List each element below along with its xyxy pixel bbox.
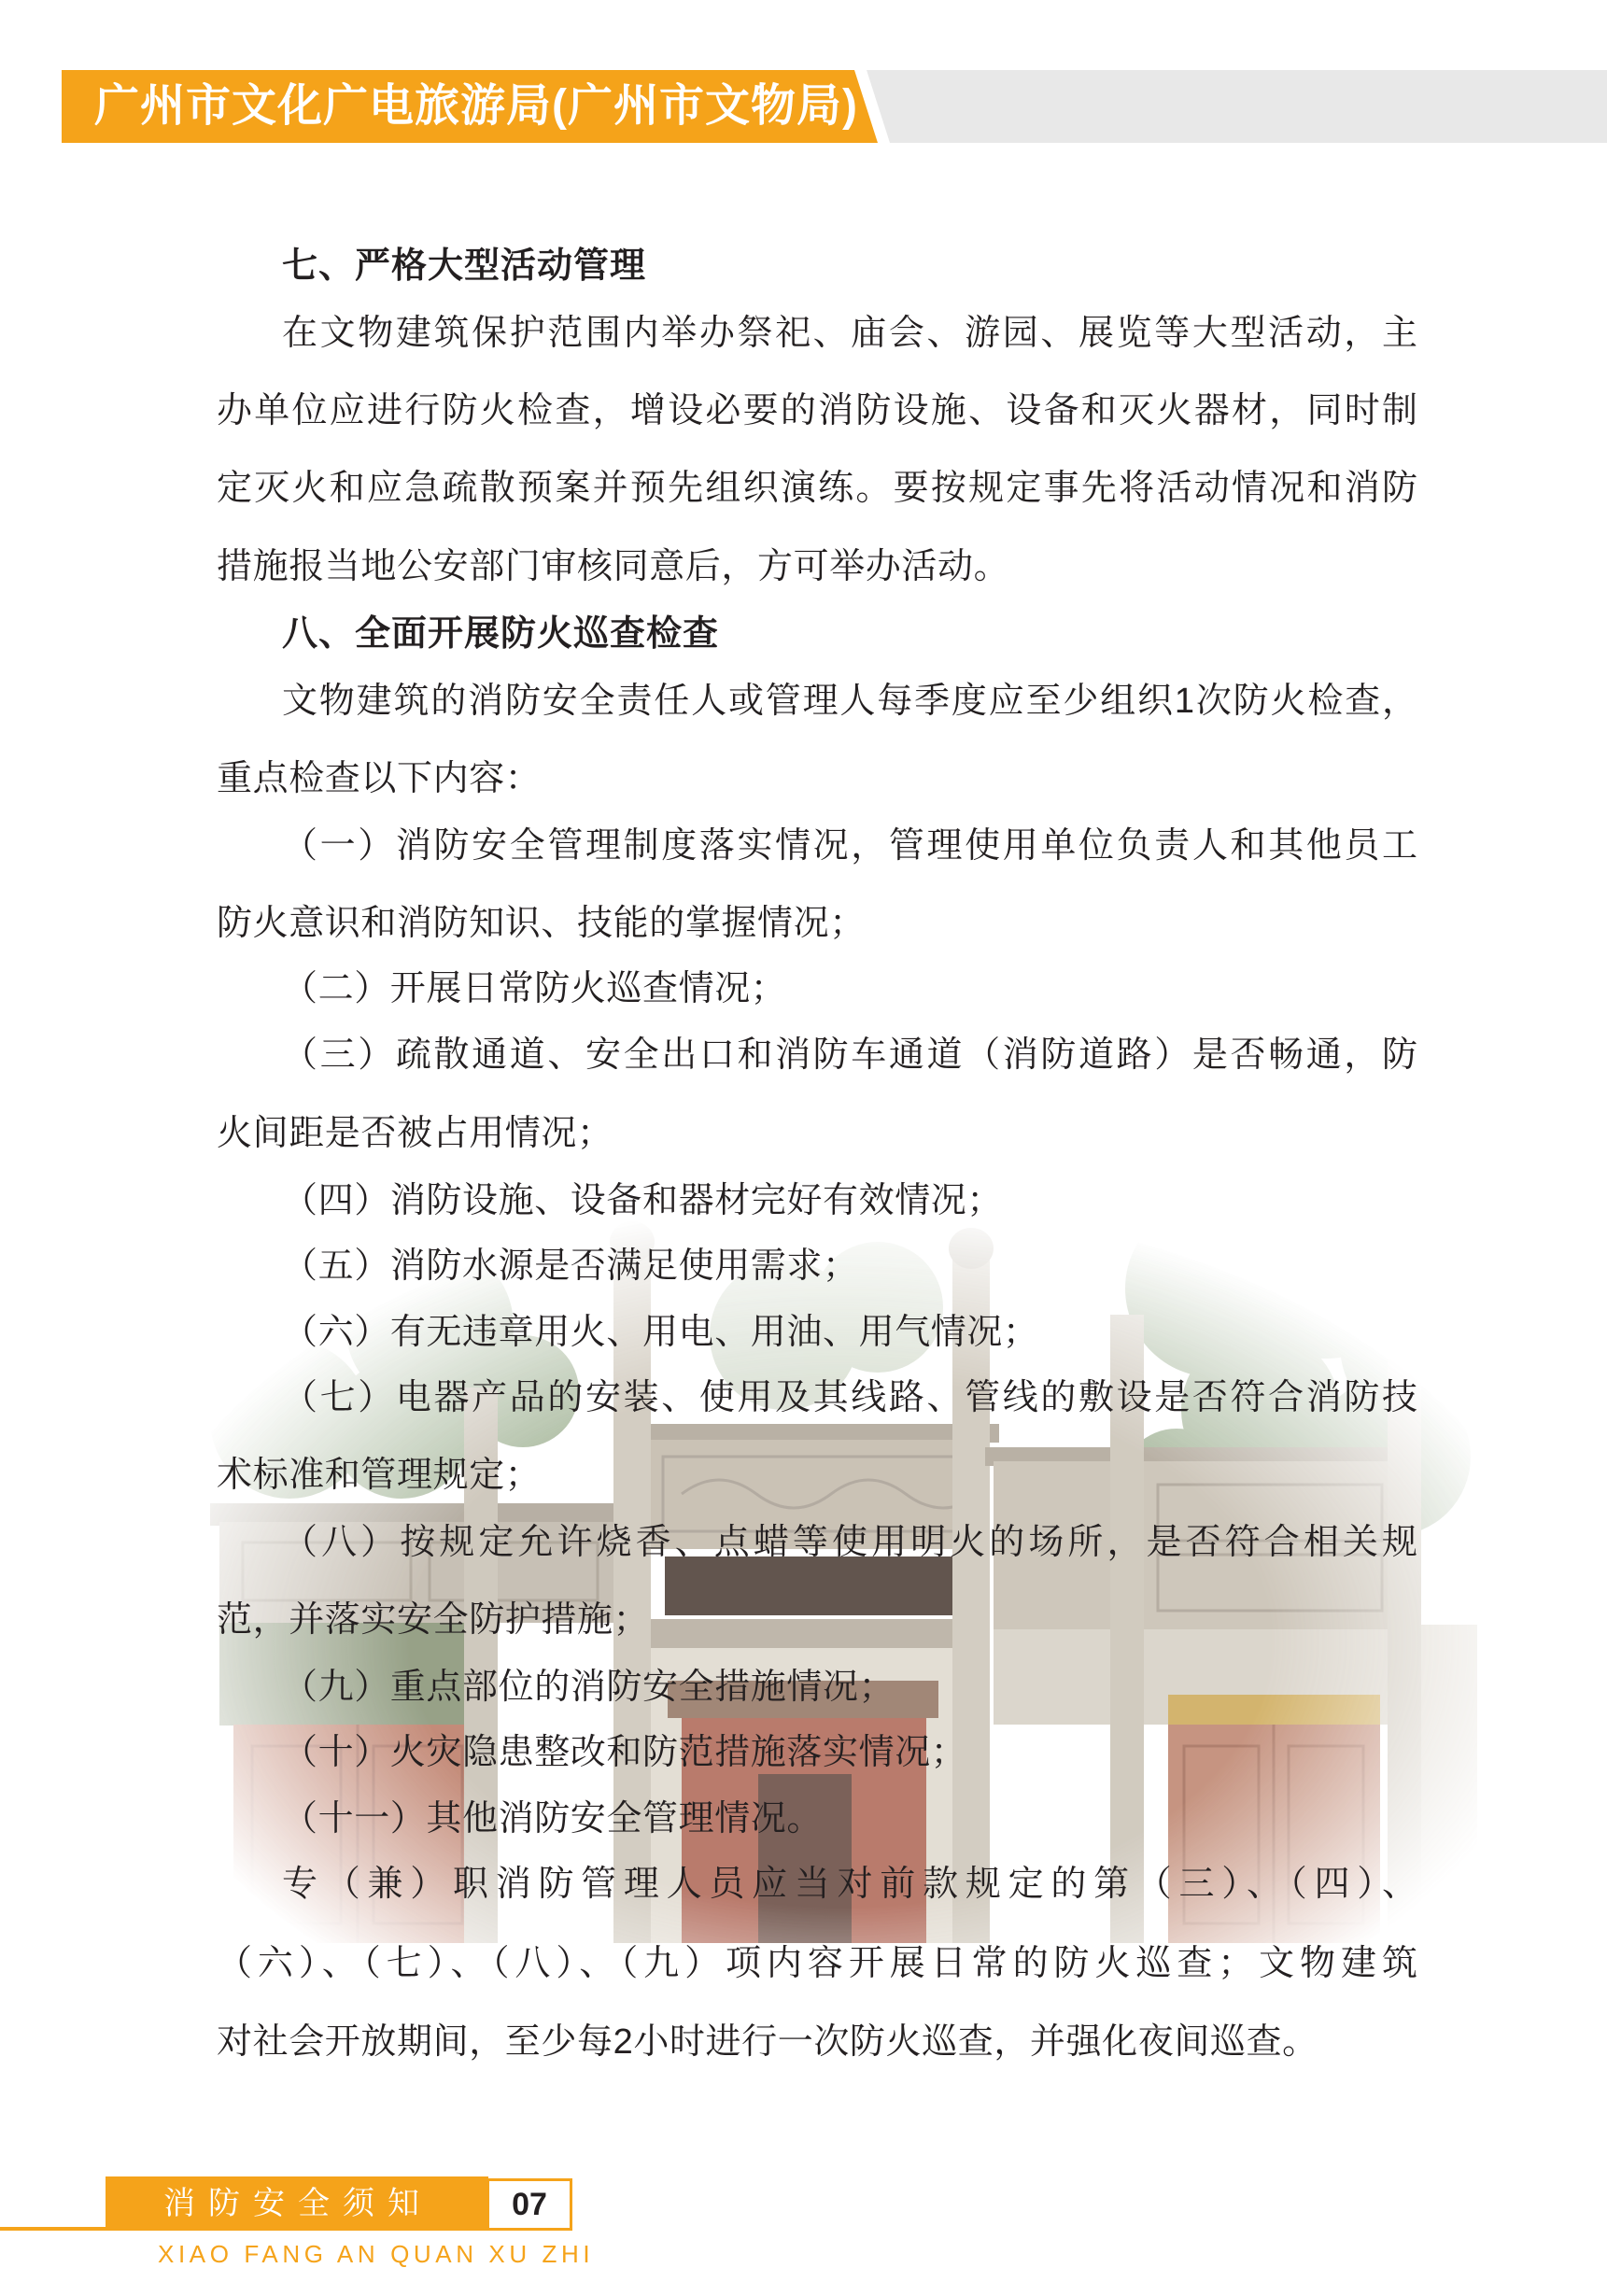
page-number: 07 bbox=[486, 2178, 572, 2231]
section-heading: 七、严格大型活动管理 bbox=[282, 247, 647, 286]
paragraph-line: （六）、（七）、（八）、（九）项内容开展日常的防火巡查；文物建筑 bbox=[217, 1944, 1417, 1983]
section-heading: 八、全面开展防火巡查检查 bbox=[282, 614, 720, 654]
list-item-line: （七）电器产品的安装、使用及其线路、管线的敷设是否符合消防技 bbox=[282, 1378, 1417, 1417]
background-photo bbox=[187, 1176, 1494, 1979]
header-title: 广州市文化广电旅游局(广州市文物局) bbox=[94, 81, 858, 131]
paragraph-line: 在文物建筑保护范围内举办祭祀、庙会、游园、展览等大型活动，主 bbox=[282, 314, 1417, 353]
list-item-line: （十）火灾隐患整改和防范措施落实情况； bbox=[282, 1733, 967, 1772]
list-item-line: （十一）其他消防安全管理情况。 bbox=[282, 1799, 824, 1838]
paragraph-line: 对社会开放期间，至少每2小时进行一次防火巡查，并强化夜间巡查。 bbox=[217, 2022, 1318, 2062]
right-far-wall bbox=[1421, 1625, 1477, 1943]
list-item-line: （一）消防安全管理制度落实情况，管理使用单位负责人和其他员工 bbox=[282, 826, 1417, 866]
footer-accent-line bbox=[0, 2227, 106, 2231]
list-item-line: （二）开展日常防火巡查情况； bbox=[282, 969, 787, 1008]
header-gray-band bbox=[867, 70, 1607, 143]
list-item-line: （六）有无违章用火、用电、用油、用气情况； bbox=[282, 1313, 1039, 1352]
paragraph-line: 重点检查以下内容： bbox=[217, 759, 542, 798]
list-item-line: （九）重点部位的消防安全措施情况； bbox=[282, 1668, 895, 1707]
footer-title: 消防安全须知 bbox=[163, 2186, 432, 2221]
paragraph-line: 措施报当地公安部门审核同意后，方可举办活动。 bbox=[217, 547, 1010, 586]
list-item-line: （五）消防水源是否满足使用需求； bbox=[282, 1247, 859, 1286]
list-item-line: （八）按规定允许烧香、点蜡等使用明火的场所，是否符合相关规 bbox=[282, 1523, 1417, 1562]
list-item-line: 火间距是否被占用情况； bbox=[217, 1114, 613, 1153]
list-item-line: 防火意识和消防知识、技能的掌握情况； bbox=[217, 904, 866, 943]
right-outer-pillar-2 bbox=[1388, 1359, 1421, 1943]
list-item-line: （四）消防设施、设备和器材完好有效情况； bbox=[282, 1181, 1004, 1220]
list-item-line: 范，并落实安全防护措施； bbox=[217, 1600, 650, 1640]
list-item-line: （三）疏散通道、安全出口和消防车通道（消防道路）是否畅通，防 bbox=[282, 1035, 1417, 1075]
paragraph-line: 办单位应进行防火检查，增设必要的消防设施、设备和灭火器材，同时制 bbox=[217, 391, 1417, 430]
paragraph-line: 文物建筑的消防安全责任人或管理人每季度应至少组织1次防火检查， bbox=[282, 682, 1417, 721]
list-item-line: 术标准和管理规定； bbox=[217, 1456, 542, 1495]
paragraph-line: 专（兼）职消防管理人员应当对前款规定的第（三）、（四）、 bbox=[282, 1865, 1417, 1904]
footer-pinyin: XIAO FANG AN QUAN XU ZHI bbox=[158, 2240, 595, 2268]
paragraph-line: 定灭火和应急疏散预案并预先组织演练。要按规定事先将活动情况和消防 bbox=[217, 469, 1417, 508]
